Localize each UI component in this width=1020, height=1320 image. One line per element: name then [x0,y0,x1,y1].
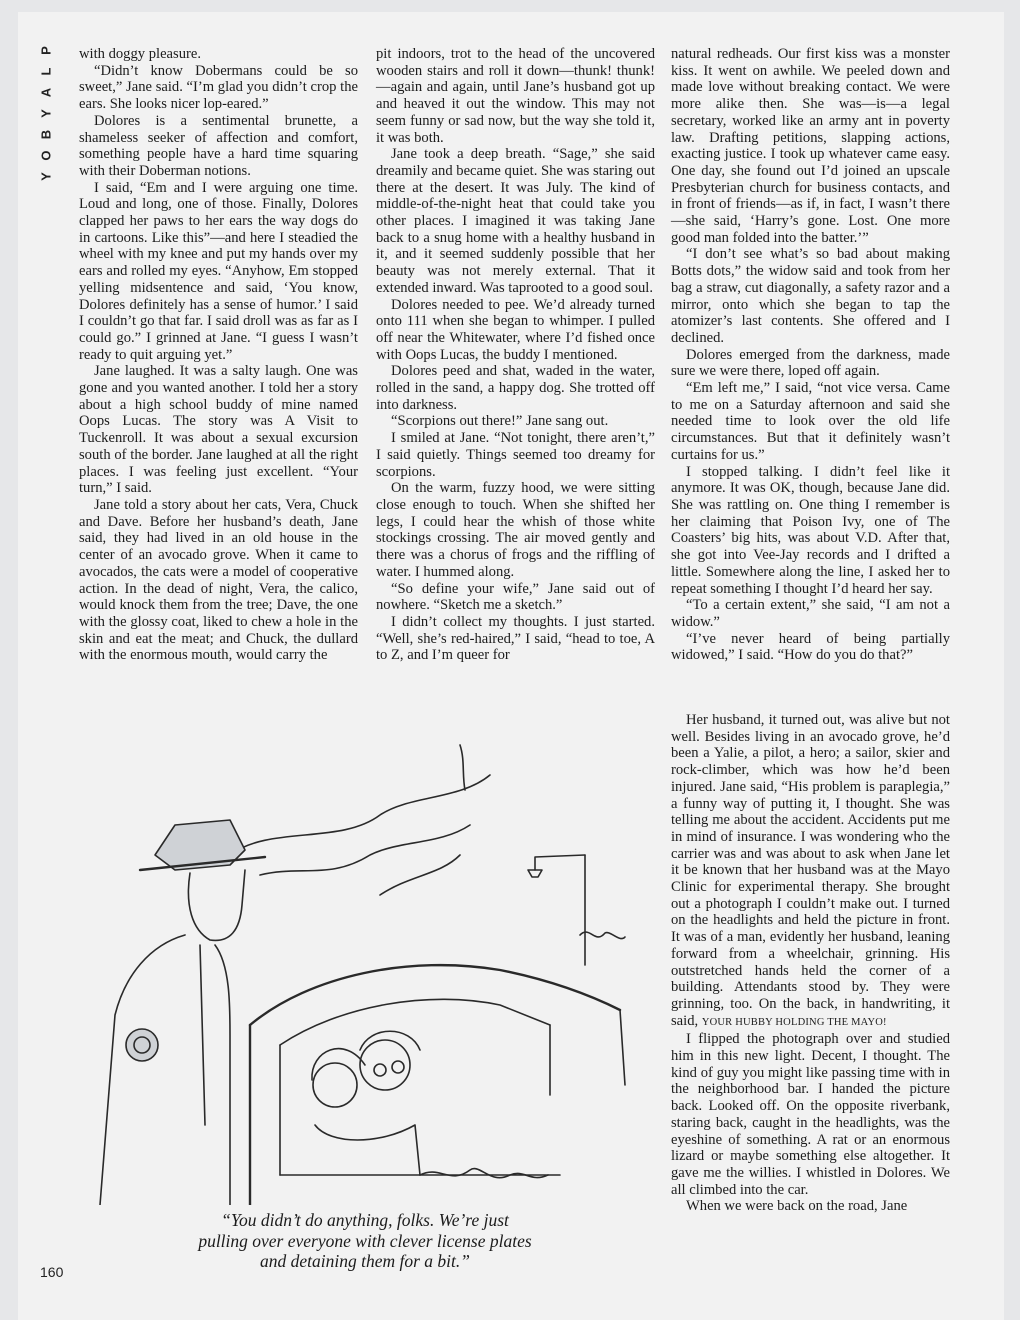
paragraph: “To a certain extent,” she said, “I am not a widow.” [671,597,950,630]
magazine-name-vertical [38,40,54,187]
mag-letter: Y [38,109,54,118]
car-roof [250,965,620,1025]
artist-signature [580,932,625,939]
photo-inscription: YOUR HUBBY HOLDING THE MAYO! [701,1016,887,1028]
driver-head [360,1040,410,1090]
paragraph: On the warm, fuzzy hood, we were sitting close enough to touch. When she shifted her legs, I could hear the whish of those white stockings crossing. The air moved gently and there was a chorus of frogs and the riffling of water. I hummed along. [376,480,655,580]
paragraph: I flipped the photograph over and studied him in this new light. Decent, I thought. The kind of guy you might like passing time with in the neighborhood bar. I handed the picture back. Looked off. On the opposite riverbank, staring back, caught in the headlights, was the eyeshine of something. A rat or an enormous lizard or maybe something else altogether. It gave me the willies. I whistled in Dolores. We all climbed into the car. [671,1031,950,1198]
mag-letter: A [38,87,54,98]
artist-signature [420,1169,548,1178]
paragraph: Jane took a deep breath. “Sage,” she said dreamily and became quiet. She was staring out there at the desert. It was July. The kind of middle-of-the-night heat that could take you other places. I imagined it was taking Jane back to a snug home with a healthy husband in it, and it seemed suddenly possible that her beauty was not merely external. That it extended inward. Was taprooted to a good soul. [376,146,655,296]
text-column-1 [79,46,358,664]
paragraph: natural redheads. Our first kiss was a monster kiss. It went on awhile. We peeled down and made love without breaking contact. We were more alike then. She was—is—a legal secretary, worked like an army ant in poverty law. Drafting petitions, slapping actions, exacting justice. I took up whatever came easy. One day, she found out I’d joined an upscale Presbyterian church for business contacts, and in front of friends—as if, in fact, I wasn’t there—she said, ‘Harry’s gone. Lost. One more good man folded into the batter.’” [671,46,950,246]
smoke-line [380,855,460,895]
shoulder-patch [126,1029,158,1061]
paragraph: “I’ve never heard of being partially widowed,” I said. “How do you do that?” [671,630,950,664]
lamp-head [528,870,542,877]
trooper-face [188,870,245,940]
paragraph: Dolores is a sentimental brunette, a shameless seeker of affection and comfort, something people have a hard time squaring with their Doberman notions. [79,112,358,179]
caption-line: “You didn’t do anything, folks. We’re just [221,1210,509,1230]
car-window-top [280,999,550,1045]
paragraph: “Em left me,” I said, “not vice versa. Came to me on a Saturday afternoon and said she needed time to look over the old life circumstances. But that it definitely wasn’t curtains for us.” [671,380,950,463]
mag-letter: P [38,46,54,55]
paragraph: Dolores needed to pee. We’d already turned onto 111 when she began to whimper. I pulled off near the Whitewater, where I’d fished once with Oops Lucas, the buddy I mentioned. [376,296,655,363]
mag-letter: L [38,67,54,76]
caption-line: and detaining them for a bit.” [260,1251,470,1271]
mag-letter: B [38,129,54,140]
trooper-back [100,935,185,1205]
paragraph: I didn’t collect my thoughts. I just started. “Well, she’s red-haired,” I said, “head to toe, A to Z, and I’m queer for [376,613,655,664]
page-number: 160 [40,1264,64,1280]
trooper-hat [155,820,245,870]
paragraph: I smiled at Jane. “Not tonight, there aren’t,” I said quietly. Things seemed too dreamy for scorpions. [376,430,655,480]
paragraph: When we were back on the road, Jane [686,1198,908,1215]
paragraph: “Scorpions out there!” Jane sang out. [391,413,609,430]
mag-letter: Y [38,172,54,181]
text-column-2 [376,46,655,664]
passenger-woman-hair [312,1049,365,1080]
paragraph: Jane laughed. It was a salty laugh. One was gone and you wanted another. I told her a story about a high school buddy of mine named Oops Lucas. The story was A Visit to Tuckenroll. It was about a sexual excursion south of the border. Jane laughed at all the right places. I was feeling just excellent. “Your turn,” I said. [79,363,358,497]
paragraph: Dolores emerged from the darkness, made sure we were there, loped off again. [671,346,950,380]
cartoon-caption [150,1210,580,1272]
paragraph: I stopped talking. I didn’t feel like it anymore. It was OK, though, because Jane did. She was rattling on. One thing I remember is her claiming that Poison Ivy, one of The Coasters’ big hits, was about V.D. After that, she got into Vee-Jay records and I drifted a little. Somewhere along the line, I asked her to repeat something I thought I’d heard her say. [671,463,950,597]
trooper-front [215,945,230,1205]
passenger-woman-head [313,1063,357,1107]
driver-glasses [374,1064,386,1076]
paragraph: Dolores peed and shat, waded in the water, rolled in the sand, a happy dog. She trotted off into darkness. [376,363,655,413]
text-column-3 [671,46,950,664]
paragraph: I said, “Em and I were arguing one time. Loud and long, one of those. Finally, Dolores clapped her paws to her ears the way dogs do in cartoons. Like this”—and here I steadied the wheel with my knee and put my hands over my ears and rolled my eyes. “Anyhow, Em stopped yelling midsentence and said, ‘You know, Dolores definitely has a sense of humor.’ I said I couldn’t go that far. I said droll was as far as I could go.” I grinned at Jane. “I guess I wasn’t ready to quit arguing yet.” [79,179,358,363]
paragraph [671,712,950,1031]
mag-letter: O [38,150,54,161]
caption-line: pulling over everyone with clever license plates [198,1230,532,1251]
text-column-3-lower [671,712,950,1215]
lamp-arm [535,855,585,870]
passengers-bodies [315,1125,420,1175]
trooper-tie [200,945,205,1125]
paragraph: with doggy pleasure. [79,46,201,62]
smoke-line [260,825,470,875]
cartoon-illustration [80,705,660,1205]
paragraph: “So define your wife,” Jane said out of nowhere. “Sketch me a sketch.” [376,580,655,614]
paragraph-text: Her husband, it turned out, was alive but not well. Besides living in an avocado grove, he’d been a Yalie, a pilot, a hero; a sailor, skier and rock-climber, which was how he’d been injured. Jane said, “His problem is paraplegia,” a funny way of putting it, I thought. She was telling me about the accident. Accidents put me in mind of insurance. I was wondering who the carrier was and was about to ask when Jane let it be known that her husband was at the Mayo Clinic for experimental therapy. She brought out a photograph I couldn’t make out. I turned on the headlights and held the picture in front. It was of a man, evidently her husband, leaning forward from a wheelchair, grinning. His outstretched hands held the corner of a building. Attendants stood by. They were grinning, too. On the back, in handwriting, it said, [671,712,950,1029]
paragraph: “Didn’t know Dobermans could be so sweet,” Jane said. “I’m glad you didn’t crop the ears. She looks nicer lop-eared.” [79,62,358,113]
car-rear [620,1010,625,1085]
paragraph: “I don’t see what’s so bad about making Botts dots,” the widow said and took from her bag a straw, cut diagonally, a safety razor and a mirror, onto which she began to tap the atomizer’s last contents. She offered and I declined. [671,246,950,346]
smoke-line [230,775,490,855]
paragraph: Jane told a story about her cats, Vera, Chuck and Dave. Before her husband’s death, Jane said, they had lived in an old house in the center of an avocado grove. When it came to avocados, the cats were a model of cooperative action. In the dead of night, Vera, the calico, would knock them from the tree; Dave, the one with the glossy coat, liked to chew a hole in the skin and eat the meat; and Chuck, the dullard with the enormous mouth, would carry the [79,496,358,664]
paragraph: pit indoors, trot to the head of the uncovered wooden stairs and roll it down—thunk! thunk!—again and again, until Jane’s husband got up and heaved it out the window. This may not seem funny or sad now, but the way she told it, it was both. [376,46,655,146]
driver-glasses [392,1061,404,1073]
smoke-line [460,745,465,790]
